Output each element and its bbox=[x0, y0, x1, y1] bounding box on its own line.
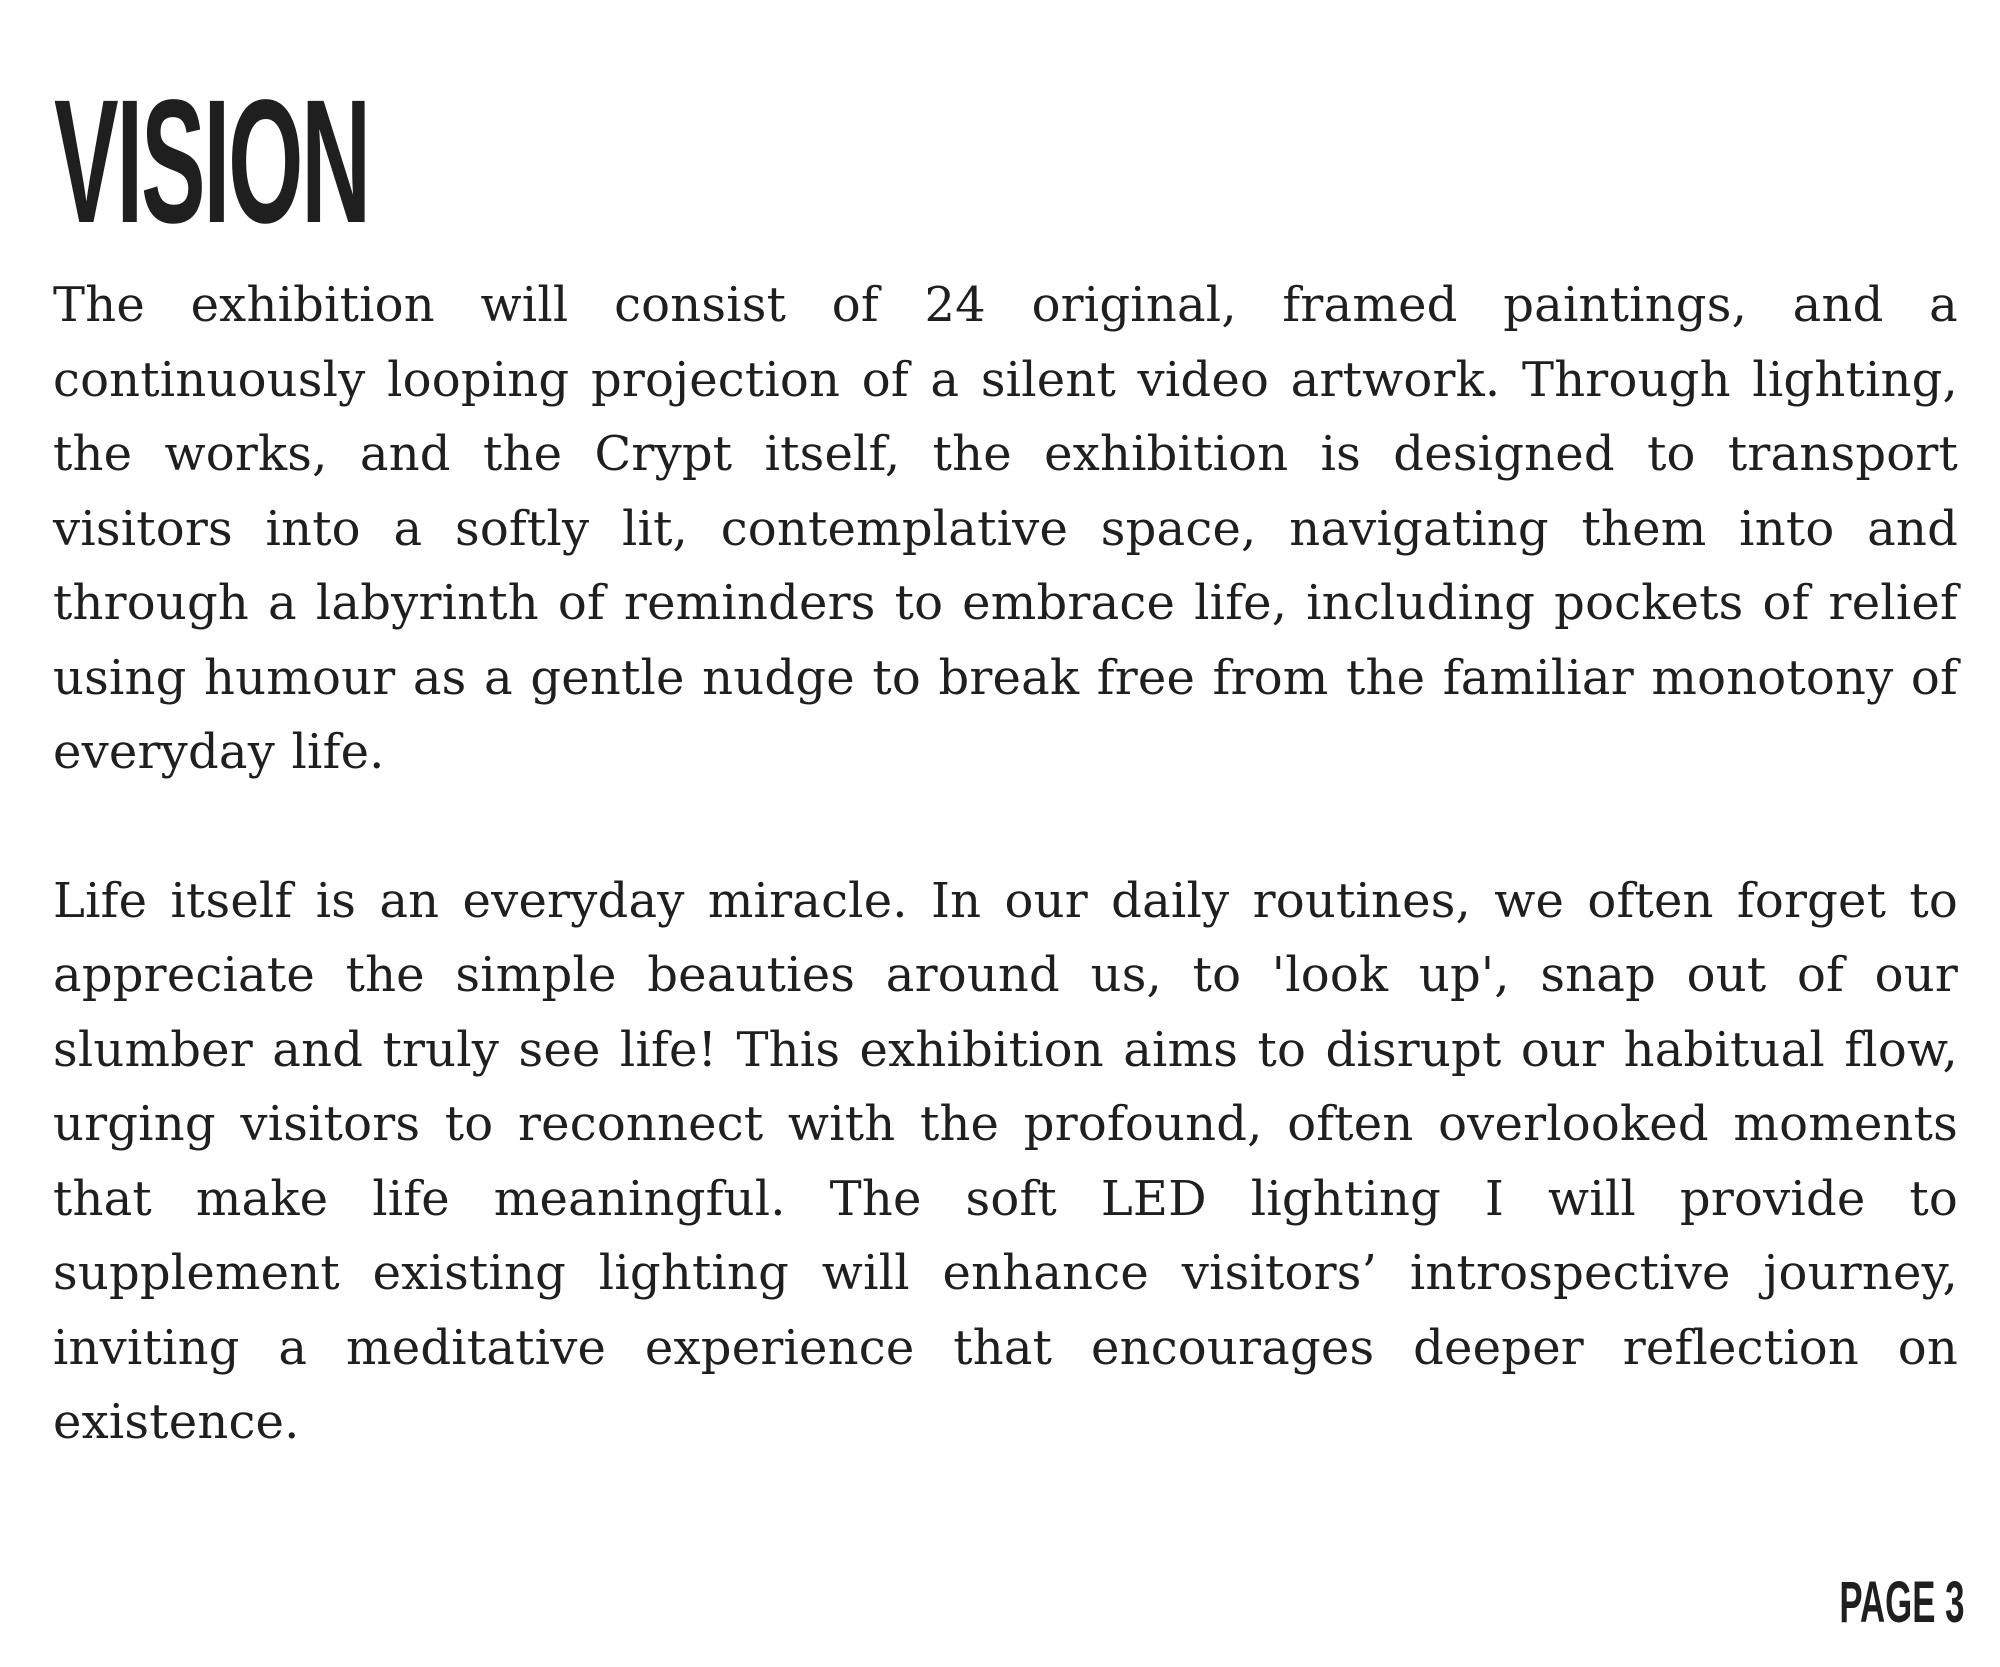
paragraph-exhibition-description: The exhibition will consist of 24 original, framed paintings, and a continuously looping projection of a silent video artwork. Through lighting, the works, and the Crypt itself, the exhibition is designed to transport visitors into a softly lit, contemplative space, navigating them into and through a labyrinth of reminders to embrace life, including pockets of relief using humour as a gentle nudge to break free from the familiar monotony of everyday life. bbox=[53, 277, 1958, 780]
page-number: PAGE 3 bbox=[1838, 1570, 1964, 1635]
page-title: VISION bbox=[54, 64, 369, 260]
body-text bbox=[53, 268, 1958, 1460]
paragraph-life-miracle: Life itself is an everyday miracle. In our daily routines, we often forget to appreciate the simple beauties around us, to 'look up', snap out of our slumber and truly see life! This exhibition aims to disrupt our habitual flow, urging visitors to reconnect with the profound, often overlooked moments that make life meaningful. The soft LED lighting I will provide to supplement existing lighting will enhance visitors’ introspective journey, inviting a meditative experience that encourages deeper reflection on existence. bbox=[53, 872, 1958, 1450]
